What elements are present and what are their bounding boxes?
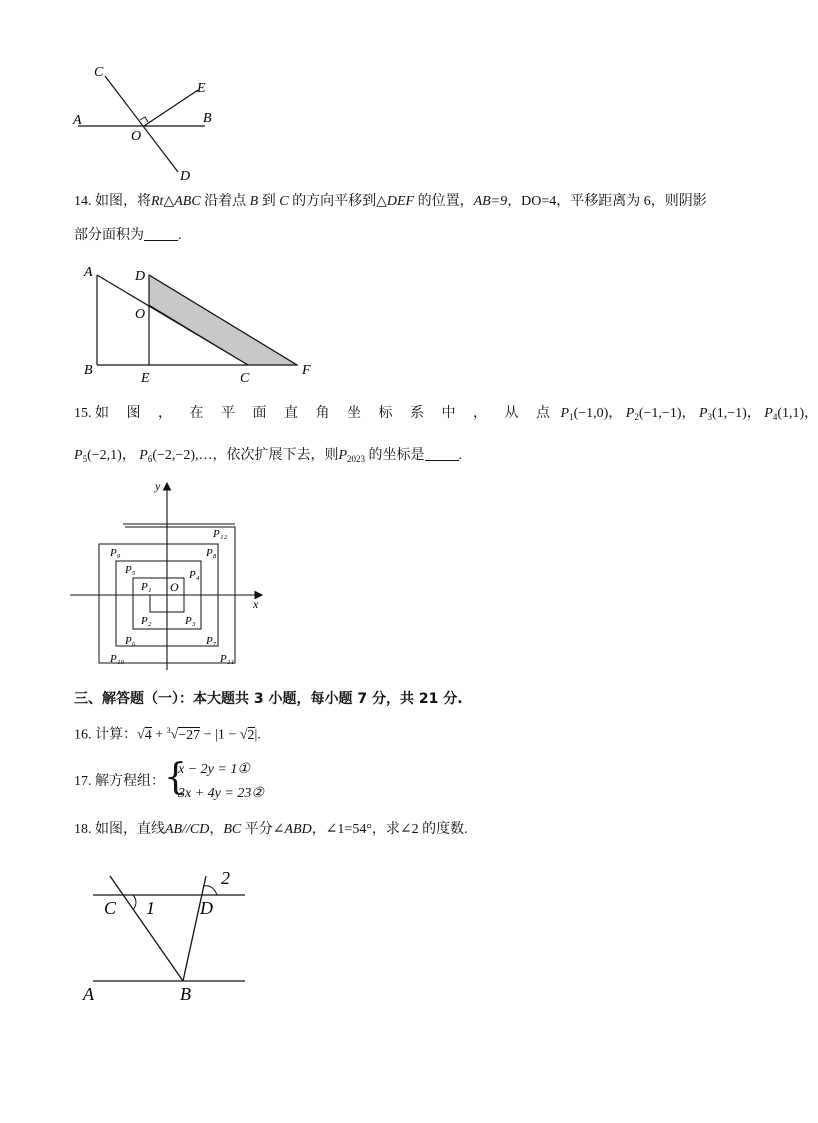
label-1: 1 (146, 898, 155, 918)
ray-oe (144, 90, 198, 126)
sqrt-icon: √ (137, 727, 145, 743)
label-c: C (240, 371, 250, 386)
figure-18 (75, 862, 265, 1007)
question-16: 16. 计算：√4 + $^3$√−27 − |1 − √2|. (74, 726, 261, 743)
point-p11: P₁₁ (220, 653, 235, 665)
point-p9: P₉ (110, 547, 121, 559)
origin-label: O (170, 580, 179, 594)
axis-x-label: x (253, 597, 259, 611)
segment-ac (97, 275, 248, 365)
label-o: O (131, 129, 142, 144)
label-a: A (84, 265, 93, 280)
label-d: D (135, 269, 146, 284)
point-p3: P₃ (185, 615, 196, 627)
point-p6: P₆ (125, 635, 136, 647)
question-18: 18. 如图，直线AB//CD，BC 平分∠ABD，∠1=54°，求∠2 的度数. (74, 822, 468, 837)
point-p7: P₇ (206, 635, 217, 647)
abs-bar-icon: | (254, 727, 258, 743)
label-e: E (141, 371, 150, 386)
right-angle-mark (140, 117, 148, 122)
label-f: F (302, 363, 311, 378)
label-a: A (73, 113, 82, 128)
label-b: B (84, 363, 93, 378)
label-c: C (94, 65, 104, 80)
angle-1-arc (133, 895, 136, 910)
label-a: A (83, 984, 94, 1004)
equation-2: 3x + 4y = 23② (178, 786, 264, 801)
question-15-line2: $P_5(-2,1)$， $P_6(-2,-2),\dots$，依次扩展下去，则$P_{2023}$ 的坐标是 . (74, 448, 463, 464)
point-p10: P₁₀ (110, 653, 125, 665)
point-p8: P₈ (206, 547, 217, 559)
brace-icon: { (164, 757, 187, 798)
label-d: D (180, 169, 191, 184)
label-c: C (104, 898, 117, 918)
point-p12: P₁₂ (213, 528, 228, 540)
question-14-line1: 14. 如图，将Rt△ABC 沿着点 B 到 C 的方向平移到△DEF 的位置，AB=9，DO=4，平移距离为 6，则阴影 (74, 194, 707, 209)
segment-df (149, 275, 297, 365)
point-p1: P₁ (141, 581, 152, 593)
segment-bd (183, 876, 206, 981)
figure-14 (75, 258, 335, 388)
figure-13 (60, 60, 230, 185)
axis-y-label: y (155, 479, 161, 493)
abs-bar-icon: | (215, 727, 218, 743)
segment-bc (110, 876, 183, 981)
section-3-title: 三、解答题（一）：本大题共 3 小题，每小题 7 分，共 21 分. (74, 691, 463, 707)
point-p4: P₄ (189, 569, 200, 581)
label-d: D (200, 898, 213, 918)
angle-2-arc (203, 886, 217, 895)
label-2: 2 (221, 868, 230, 888)
label-b: B (180, 984, 191, 1004)
sqrt-icon: √ (170, 727, 179, 743)
sqrt-icon: √ (239, 727, 248, 743)
question-15-line1: 15. 如 图 ， 在 平 面 直 角 坐 标 系 中 ， 从 点 $P_1(-1,0)$， $P_2(-1,-1)$， $P_3(1,-1)$， $P_4(1,1)$， (74, 406, 818, 422)
answer-blank-14[interactable] (144, 226, 178, 241)
answer-blank-15[interactable] (425, 446, 459, 461)
line-cd (105, 76, 178, 172)
point-p5: P₅ (125, 564, 136, 576)
question-14-line2: 部分面积为 . (74, 228, 182, 243)
point-p2: P₂ (141, 615, 152, 627)
figure-15 (65, 478, 275, 674)
question-17: 17. 解方程组： (74, 774, 165, 789)
equation-1: x − 2y = 1① (178, 762, 250, 777)
label-e: E (197, 81, 206, 96)
label-o: O (135, 307, 146, 322)
label-b: B (203, 111, 212, 126)
